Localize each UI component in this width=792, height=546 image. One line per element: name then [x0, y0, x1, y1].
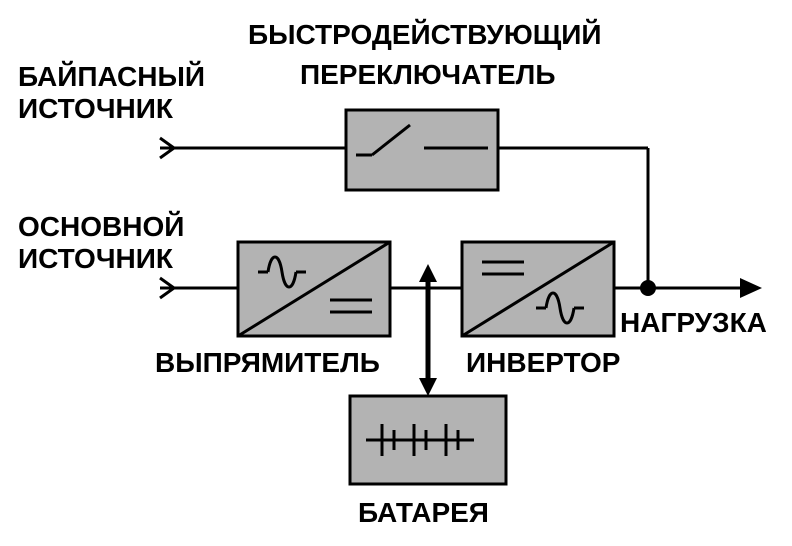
static-switch-block: [346, 110, 498, 190]
rectifier-label: ВЫПРЯМИТЕЛЬ: [155, 347, 380, 378]
bypass-input-line: [160, 138, 346, 158]
battery-block: [350, 396, 506, 484]
rectifier-block: [238, 242, 390, 336]
main-input-line: [160, 278, 238, 298]
load-output-line: [614, 278, 762, 298]
bus-junction-dot: [640, 280, 656, 296]
static-switch-title-line2: ПЕРЕКЛЮЧАТЕЛЬ: [300, 59, 556, 90]
bypass-source-label-line2: ИСТОЧНИК: [18, 93, 173, 124]
main-source-label-line2: ИСТОЧНИК: [18, 243, 173, 274]
load-label: НАГРУЗКА: [620, 307, 767, 338]
inverter-label: ИНВЕРТОР: [466, 347, 621, 378]
bypass-source-label-line1: БАЙПАСНЫЙ: [18, 61, 206, 92]
static-switch-title-line1: БЫСТРОДЕЙСТВУЮЩИЙ: [248, 19, 602, 50]
inverter-block: [462, 242, 614, 336]
main-source-label-line1: ОСНОВНОЙ: [18, 211, 185, 242]
battery-link-arrow: [419, 264, 437, 396]
battery-label: БАТАРЕЯ: [358, 497, 489, 528]
